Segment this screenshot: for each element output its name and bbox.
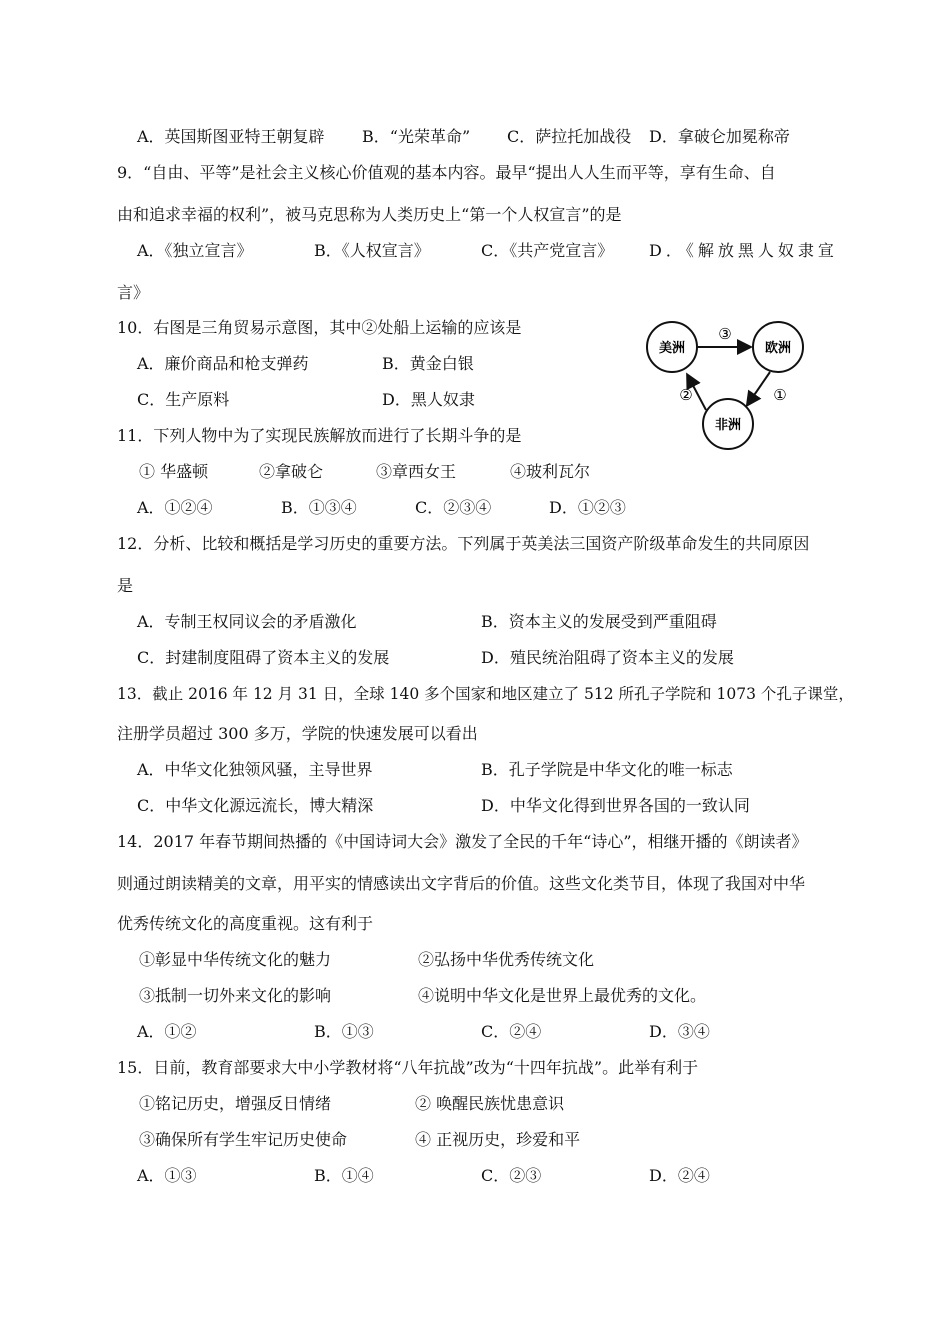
q8-option-a: A．英国斯图亚特王朝复辟 [137,127,325,146]
q13-stem-line-1: 13．截止 2016 年 12 月 31 日，全球 140 多个国家和地区建立了 512 所孔子学院和 1073 个孔子课堂， [117,685,854,703]
q12-option-a: A．专制王权同议会的矛盾激化 [137,612,357,631]
q9-option-c: C．《共产党宣言》 [481,241,614,260]
q14-option-c: C．②④ [481,1022,542,1041]
q12-option-b: B．资本主义的发展受到严重阻碍 [481,612,717,631]
q10-option-b: B．黄金白银 [382,354,474,373]
q9-stem-line-1: 9．“自由、平等”是社会主义核心价值观的基本内容。最早“提出人人生而平等，享有生命、自 [117,163,776,182]
node-africa-label: 非洲 [714,418,742,433]
q14-item-2: ②弘扬中华优秀传统文化 [418,950,595,969]
q14-item-4: ④说明中华文化是世界上最优秀的文化。 [418,986,707,1005]
route-label-1: ① [773,386,787,404]
q15-item-2: ② 唤醒民族忧患意识 [415,1094,565,1113]
q9-option-a: A．《独立宣言》 [137,241,253,260]
q13-option-d: D．中华文化得到世界各国的一致认同 [481,796,750,815]
q13-option-c: C．中华文化源远流长，博大精深 [137,796,374,815]
q12-stem-line-1: 12．分析、比较和概括是学习历史的重要方法。下列属于英美法三国资产阶级革命发生的共同原因 [117,534,810,553]
q12-option-d: D．殖民统治阻碍了资本主义的发展 [481,648,734,667]
q11-item-3: ③章西女王 [376,462,457,481]
q15-item-4: ④ 正视历史，珍爱和平 [415,1130,581,1149]
q9-option-b: B．《人权宣言》 [314,241,430,260]
q13-stem-line-2: 注册学员超过 300 多万，学院的快速发展可以看出 [117,724,478,743]
q9-option-d-continued: 言》 [117,283,150,302]
q10-option-a: A．廉价商品和枪支弹药 [137,354,309,373]
q14-item-1: ①彰显中华传统文化的魅力 [139,950,332,969]
q14-stem-line-1: 14．2017 年春节期间热播的《中国诗词大会》激发了全民的千年“诗心”，相继开播的《朗读者》 [117,832,808,851]
q10-option-c: C．生产原料 [137,390,230,409]
route-label-3: ③ [718,325,732,343]
q8-option-b: B．“光荣革命” [362,127,471,146]
node-europe-label: 欧洲 [764,341,792,356]
q15-stem: 15．日前，教育部要求大中小学教材将“八年抗战”改为“十四年抗战”。此举有利于 [117,1058,699,1077]
q11-option-a: A．①②④ [137,498,213,517]
q12-option-c: C．封建制度阻碍了资本主义的发展 [137,648,390,667]
q15-option-d: D．②④ [649,1166,710,1185]
q10-option-d: D．黑人奴隶 [382,390,475,409]
q11-stem: 11．下列人物中为了实现民族解放而进行了长期斗争的是 [117,426,522,445]
route-label-2: ② [679,386,693,404]
q11-item-4: ④玻利瓦尔 [510,462,591,481]
q14-stem-line-3: 优秀传统文化的高度重视。这有利于 [117,914,374,933]
q8-option-d: D．拿破仑加冕称帝 [649,127,790,146]
q9-option-d: D．《解放黑人奴隶宣 [649,241,838,260]
q11-option-c: C．②③④ [415,498,492,517]
node-america-label: 美洲 [658,341,686,356]
q12-stem-line-2: 是 [117,576,134,595]
q8-option-c: C．萨拉托加战役 [507,127,632,146]
q15-option-b: B．①④ [314,1166,374,1185]
q15-item-1: ①铭记历史，增强反日情绪 [139,1094,332,1113]
q9-stem-line-2: 由和追求幸福的权利”，被马克思称为人类历史上“第一个人权宣言”的是 [117,205,622,224]
q14-stem-line-2: 则通过朗读精美的文章，用平实的情感读出文字背后的价值。这些文化类节目，体现了我国对中华 [117,874,806,893]
q14-option-a: A．①② [137,1022,197,1041]
q13-option-b: B．孔子学院是中华文化的唯一标志 [481,760,733,779]
q11-item-2: ②拿破仑 [259,462,324,481]
route-arrow-1 [748,372,770,404]
triangle-trade-diagram [640,320,810,460]
q14-option-b: B．①③ [314,1022,374,1041]
q11-option-b: B．①③④ [281,498,357,517]
q13-option-a: A．中华文化独领风骚，主导世界 [137,760,373,779]
q11-option-d: D．①②③ [549,498,626,517]
q15-item-3: ③确保所有学生牢记历史使命 [139,1130,348,1149]
q10-stem: 10．右图是三角贸易示意图，其中②处船上运输的应该是 [117,318,522,337]
q15-option-a: A．①③ [137,1166,197,1185]
q14-item-3: ③抵制一切外来文化的影响 [139,986,332,1005]
q14-option-d: D．③④ [649,1022,710,1041]
q15-option-c: C．②③ [481,1166,542,1185]
q11-item-1: ① 华盛顿 [139,462,209,481]
